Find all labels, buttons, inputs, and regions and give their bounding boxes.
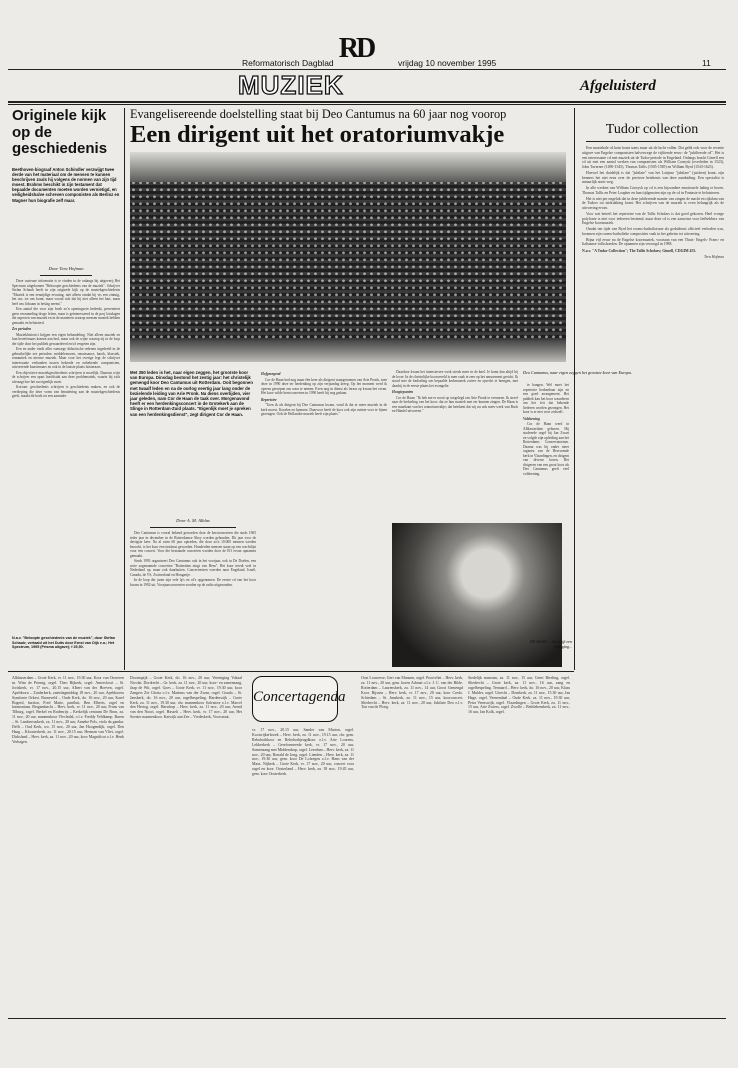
- section-title: MUZIEK: [238, 70, 344, 100]
- tudor-p4: Het is niet per ongeluk dat in deze jubilerende manier van zingen de macht en rijkdom van de Tudors tot uitdrukking komt. Het schrijven van de muziek is even belangrijk als de uitvoering ervan.: [582, 196, 724, 210]
- left-article-body: [12, 279, 120, 639]
- main-col3-p2: Cor de Haan: "Ik heb me er nooit op toegelegd om Arie Pronk te evenaren. Ik streef naar de bedoeling van het koor: dat ze hun muziek met eer kunnen zingen. De Haan is een muzikant van het oratoriumvakje; dat betekent dat wij nu ook meer werk van Bach en Händel uitvoeren.": [392, 395, 518, 413]
- agenda-col1: Alblasserdam – Grote Kerk, vr. 11 nov., 19.30 uur, Koor van Ouweren m. Wim de Prienig, orgel. Theo Bijkerk, orgel. Amersfoort – St. Joriskerk, vr. 17 nov., 20.15 uur, Albert van der Hoeven, orgel. Apeldoorn – Zuiderkerk, zaterdagmiddag 18 nov., 20 uur, Apeldoorns Symfonie Orkest. Barneveld – Oude Kerk, do. 16 nov., 20 uur, Karel Bogerd, bariton, Fred Matte, panfluit, Ben Elberts, orgel en harmonium. Bergambacht – Herv. kerk, vr. 11 nov., 20 uur, Frans van Tilburg, orgel. Berkel en Rodenrijs – Kerkelijk centrum De Bron, za. 11 nov., 20 uur, mannenkoor Vlechtdal, o.l.v. Freddy Veldkamp. Buren – St. Lambertuskerk, za. 11 nov., 20 uur, Anneke Pols, viola da gamba. Delft – Oud Kerk, wo. 15 nov., 20 uur, Jan Hoogendijk, orgel. Den Haag – Kloosterkerk, za. 11 nov., 20.15 uur, Herman van Vliet, orgel. Dirksland – Herv. kerk, za. 11 nov., 20 uur, koor Magnificat o.l.v. Henk Verhagen.: [12, 676, 124, 744]
- agenda-col4: Oost Louwerse, Gert van Manuen, orgel. Poortvliet – Herv. kerk, za. 11 nov., 20 uur, gem. koren Adonai o.l.v. J. C. van der Bilde. Rotterdam – Laurenskerk, za. 11 nov., 14 uur, Groot Gemengd Koor. Rijssen – Herv. kerk, vr. 17 nov., 20 uur, koor Credo. Schiedam – St. Janskerk, za. 11 nov., 15 uur, koorconcert. Sliedrecht – Herv. kerk, za. 11 nov., 20 uur, Jubilate Deo o.l.v. Ton van de Ploeg.: [361, 676, 463, 710]
- bottom-rule: [8, 1018, 726, 1019]
- tudor-p5: Voor wat betreft het repertoire van de Tallis Scholars is dat goed gekozen. Heel vroege polyfonie is niet voor iedereen bestemd, maar deze cd is een aanwinst voor liefhebbers van Engelse koormuziek.: [582, 211, 724, 226]
- masthead-rule: [8, 69, 726, 70]
- left-subheading: Zes perioden: [12, 327, 32, 331]
- tudor-byline: Tera Hofman: [703, 254, 724, 259]
- main-col4-body: [523, 383, 569, 521]
- main-col2-sub2: Repertoire: [261, 397, 277, 402]
- masthead-paper: Reformatorisch Dagblad: [242, 58, 334, 68]
- main-col4-p1: te hangen. Wel moet het repertoire herkenbaar zijn en een goed arrangement. Het publiek kan het koor waarderen om het feit dat bekende liederen worden gezongen. Het koor is er niet voor zichzelf.: [523, 383, 569, 414]
- agenda-col2: Doornspijk – Grote Kerk, do. 16 nov., 20 uur, Vereniging Vokaal Nicolai. Dordrecht – Gr. kerk, za. 11 nov., 20 uur, koor- en samenzang, Jaap de Wit, orgel. Goes – Grote Kerk, vr. 11 nov., 19.30 uur, koor Zangers Zie Gloria o.l.v. Marinus van der Zwan, orgel. Gouda – St. Janskerk, do. 16 nov., 20 uur, orgelbespeling. Hardenwijk – Grote Kerk, za. 11 nov., 19.30 uur, chr. mannenkoor Salvatore o.l.v. Marcel den Hertog, orgel. Harsdorp – Herv. kerk, za. 11 nov., 20 uur, Arend van den Noort, orgel. Hasselt – Herv. kerk, vr. 17 nov., 20 uur, Het Soester mannenkoor. Katwijk aan Zee – Vredeskerk, Voorstraat.: [130, 676, 242, 720]
- choir-photo-floor: [130, 340, 566, 362]
- main-lead: Met 350 leden is het, naar eigen zeggen, het grootste koor van Europa. Dinsdag bestond het zestig jaar: het christelijk gemengd koor Deo Cantumus uit Rotterdam. Ooit begonnen met twaalf leden en na de oorlog veertig jaar lang onder de bezielende leiding van Arie Pronk. Na diens overlijden, vier jaar geleden, nam Cor de Haan de taak over. Morgenavond heeft er een herdenkingsconcert in de Grotekerk aan de Slinge in Rotterdam-Zuid plaats. "Eigenlijk moet je spreken van een herdenkingsdienst", zegt dirigent Cor de Haan.: [130, 370, 253, 417]
- masthead-logo: RD: [338, 33, 374, 64]
- main-col1-p2: Sinds 1993 organiseert Deo Cantumus ook in het voorjaar, ook in De Doelen, een serie zogenaamde concerten "Rotterdam zingt van Hem". Het koor treedt veel in Nederland op, maar ook daarbuiten. Concertreizen voerden naar Engeland, Israël, Canada, de VS, Zwitserland en Hongarije.: [130, 559, 256, 577]
- masthead-date: vrijdag 10 november 1995: [398, 58, 497, 68]
- tudor-p7: Bijna vijf eeuw na de Engelse koormuziek, voortaan van een Thuis- Engels- Frans- en Italiaanse volkshoeden. De opnamen zijn verzorgd in 1988.: [582, 237, 724, 247]
- main-col1-p1: Deo Cantumus is vooral bekend geworden door de kerstconcerten die sinds 1965 ieder jaar in december in de Rotterdamse Ahoy worden gehouden. Dit jaar voor de dertigste keer. Na al ruim 60 jaar optreden, die door zo'n 10.000 mensen werden bezocht, is het koor een instituut geworden. Honderden mensen staan op een wachtlijst voor een concert. Voor die bestaande concerten worden door de EO ervan opnamen gemaakt.: [130, 531, 256, 558]
- left-p5: Een objectieve muziekgeschiedenis schrijven is moeilijk. Daarom wijst de schrijver een apart hoofdstuk aan deze problematiek, waarin hij zich afvraagt hoe het nu eigenlijk moet.: [12, 370, 120, 384]
- tudor-p6: Omdat ten tijde van Byrd het rooms-katholicisme als godsdienst officieel verboden was, kwamen zijn rooms-katholieke composities vaak in het geheim tot uitvoering.: [582, 227, 724, 236]
- tudor-p3: In alle werken van William Cornysh op cd is een bijzondere emotionele lading te horen. Thomas Tallis en Peter Loapher en hun tijdgenoten zijn op de cd in Fantasie te beluisteren.: [582, 186, 724, 195]
- left-p4: Een en ander vindt alles vanwege didactische redenen ingedeeld in de gebruikelijke zes perioden: middeleeuwen, renaissance, barok, klassiek, romantiek en nieuwe muziek. Maar voor het overige legt de schrijver interessante verbanden tussen bekende en onbekende componisten, uitvoerende kunstenaars en ook in de laatste plaats luisteraars.: [12, 347, 120, 369]
- tudor-p2: Hoewel het duidelijk is dat "jubilate" van het Latijnse "jubilare" (juichen) komt, zijn kenners het niet eens over de precieze betekenis van deze aanduiding. Een specialist is natuurlijk nooit weg.: [582, 170, 724, 185]
- page-number: 11: [702, 58, 711, 68]
- main-col1: [130, 531, 256, 668]
- left-article-intro: Beethoven-biograaf Anton Schindler verzwijgt twee derde van het materiaal om de mensen te kunnen beschrijven zoals hij volgens de normen van zijn tijd moest. Brahms beschikt in zijn testament dat bepaalde documenten moeten worden vernietigd, en veiligheidshalve schreven componisten als Berlioz en Wagner hun biografie zelf maar.: [12, 167, 120, 203]
- main-headline: Een dirigent uit het oratoriumvakje: [130, 121, 505, 148]
- left-article-note: N.a.v. "Beloopte geschiedenis van de muziek", door Stefan Schaub; vertaald uit het Duits door Ernst van Dijk e.a.; Het Spectrum, 1995 (Prisma uitgave); f 25,50.: [12, 636, 116, 650]
- section-rule-thin: [8, 104, 726, 105]
- tudor-body: [582, 146, 724, 1016]
- left-p3: Muziekhistorici krijgen een eigen behandeling. Niet alleen muziek en hun beoefenaars komen aan bod, maar ook de wijze waarop zij in de loop der tijde door het publiek gewaardeerd en/of vergeten zijn.: [12, 332, 120, 346]
- main-col4-p2: Cor de Haan werd in Alblasserdam geboren. Hij studeerde orgel bij Jan Zwart en volgde zijn opleiding aan het Rotterdams Conservatorium. Daarna was hij onder meer organist van de Hervormde kerk in Vlaardingen, en dirigent van diverse koren. Het dirigeren van een groot koor als Deo Cantumus geeft veel voldoening.: [523, 422, 569, 476]
- concertagenda-title: Concertagenda: [253, 689, 346, 705]
- main-col1-p3: In de loop der jaren zijn vele lp's en cd's opgenomen. De eerste cd van het koor kwam in 1992 uit. Voorjaarsconcerten worden op de radio uitgezonden.: [130, 578, 256, 587]
- main-col3-sub: Hoogtepunten: [392, 390, 414, 394]
- main-col4-sub: Voldoening: [523, 416, 540, 421]
- left-col-rule: [124, 108, 125, 670]
- concertagenda-box: [252, 676, 346, 722]
- tudor-col-rule: [574, 108, 575, 670]
- left-article-title: Originele kijk op de geschiedenis: [12, 107, 108, 157]
- portrait-caption: DE HAAN: ...het blijft een uitdaging...: [529, 639, 572, 649]
- main-col3: [392, 370, 518, 522]
- left-p1: Deze curieuze informatie is te vinden in de onlangs bij uitgeverij Het Spectrum uitgekomen "Belooopte geschiedenis van de muziek". Schrijver Stefan Schaub heeft in zijn originele kijk op de muziekgeschiedenis "Muziek is een eenzijdige ervaring, niet alleen omdat hij vis een zintuig, het oor, tot ons komt, maar vooral ook dat hij niet alleen het hart, maar heel ons lichaam in beslag neemt.": [12, 279, 120, 306]
- left-article-byline: Door Tera Hofman: [48, 266, 84, 271]
- left-byline-rule: [40, 275, 92, 276]
- main-col3-p1: Daardoor kwam het intensievere werk sterds meer in de knel. Je komt dan altijd bij de lover. In de christelijke koorwereld is men vaak te zeer op het amusement gericht. Ik stond met de bedoeling om bepaalde kerkmuziek zuiver en oprecht te brengen, met daarbij in de eerste plaats het evangelie.: [392, 370, 518, 388]
- main-kicker: Evangelisereende doelstelling staat bij Deo Cantumus na 60 jaar nog voorop: [130, 107, 507, 121]
- main-byline-rule: [150, 527, 236, 528]
- agenda-col5: Stedelijk museum, za. 11 nov., 15 uur, Geert Bierling, orgel. Sliedrecht – Grote kerk, za. 11 nov., 16 uur, zang en orgelbespeling. Ternaard – Herv. kerk, do. 16 nov., 20 uur, Klaas J. Mulder, orgel. Utrecht – Domkerk, za. 11 nov., 15.30 uur, Jan Hage, orgel. Veenendaal – Oude Kerk, za. 11 nov., 19.30 uur, Petra Veenswijk, orgel. Vlaardingen – Grote Kerk, za. 11 nov., 15 uur, Arie Zwiers, orgel. Zwolle – Bethlehemkerk, za. 11 nov., 16 uur, Jan Kolk, orgel.: [468, 676, 570, 715]
- photo-caption: Deo Cantumus, naar eigen zeggen het grootste koor van Europa.: [523, 370, 632, 375]
- main-col2-p1: Cor de Haan had nog maar één keer als dirigent waargenomen van Arie Pronk, toen deze in 1990 deze ter herdenking op zijn verjaardag kreeg. Op het moment werd ik opeens geroepen om waar te nemen. Even nog in dienst als leraar op kwam het ervan. Het koor wilde kerstconcerten in 1990 heeft hij nog gedaan.: [261, 377, 387, 395]
- main-byline: Door A. M. Alblas: [176, 518, 210, 523]
- tudor-title-rule: [586, 141, 720, 142]
- left-p2: Een aantal die voor zijn boek zo'n openingszin bedenkt, presenteert geen verzameling droge feiten, maar is geïnteresseerd in de proj lotsdagen die aspecten van muziek en in de manieren waarop mensen muziek hebben gemaakt en beluisterd.: [12, 307, 120, 325]
- choir-photo: [130, 152, 566, 362]
- tudor-note: N.a.v. "A Tudor Collection"; The Tallis Scholars; Gimell, CDGIM 455.: [582, 249, 697, 253]
- choir-photo-sky: [130, 152, 566, 182]
- agenda-col3: vr. 17 nov., 20.15 uur, Sander van Marion, orgel. Kootwijkerbroek – Herv. kerk, za. 11 nov., 19.15 uur, chr. gem. Rehobothkoor en Rehobothjeugdkoor o.l.v. Arie Lourens. Lekkerkerk – Gereformeerde kerk, vr. 17 nov., 20 uur, Samenzang met Middendorp, orgel. Leerdam – Herv. kerk, za. 11 nov., 20 uur, Ronald de Jong, orgel. Lienden – Herv. kerk, za. 11 nov., 19.30 uur, gem. koor De Lofzegen o.l.v. Hans van der Maas. Nijkerk – Grote Kerk, vr. 17 nov., 20 uur, concert voor orgel en koor. Oosterland – Herv. kerk, za. 18 nov., 19.45 uur, gem. koor Oosterkerk.: [252, 728, 354, 777]
- section-right-label: Afgeluisterd: [580, 78, 656, 94]
- section-rule-thick: [8, 101, 726, 103]
- left-p6: Kortom: geschiedenis schrijven is geschiedenis maken, en ook de verdieping die deze vorm van benadering aan de muziekgeschiedenis geeft, maakt dit boek tot een aanrader.: [12, 385, 120, 398]
- main-col2: [261, 370, 387, 668]
- main-col2-sub1: Hofgezegend: [261, 372, 281, 376]
- main-col2-p2: "Toen ik als dirigent bij Deo Cantumus kwam, vond ik dat er meer muziek in de kerk moest. Koralen en hymnen. Daarvoor heeft de koor ook zijn ruimte voor te fijnen gezongen. Ook de Hollandse muziek heeft zijn plaats.": [261, 403, 387, 416]
- tudor-title: Tudor collection: [605, 122, 699, 137]
- agenda-top-rule: [8, 671, 574, 672]
- tudor-p1: Een muziekale cd kom komt soms maar uit de lucht vallen. Dat geldt ook voor de recente uitgave van Engelse componisten halverwege de vijftiende eeuw: de "jubilieerde cd". Het is een interessante cd met muziek uit de Tudor-periode in Engeland. Onlangs bracht Gimell een cd uit met een aantal werken van componisten als William Cornysh (overleden in 1523), John Taverner (1490-1545), Thomas Tallis (1505-1585) en William Byrd (1543-1623).: [582, 146, 724, 169]
